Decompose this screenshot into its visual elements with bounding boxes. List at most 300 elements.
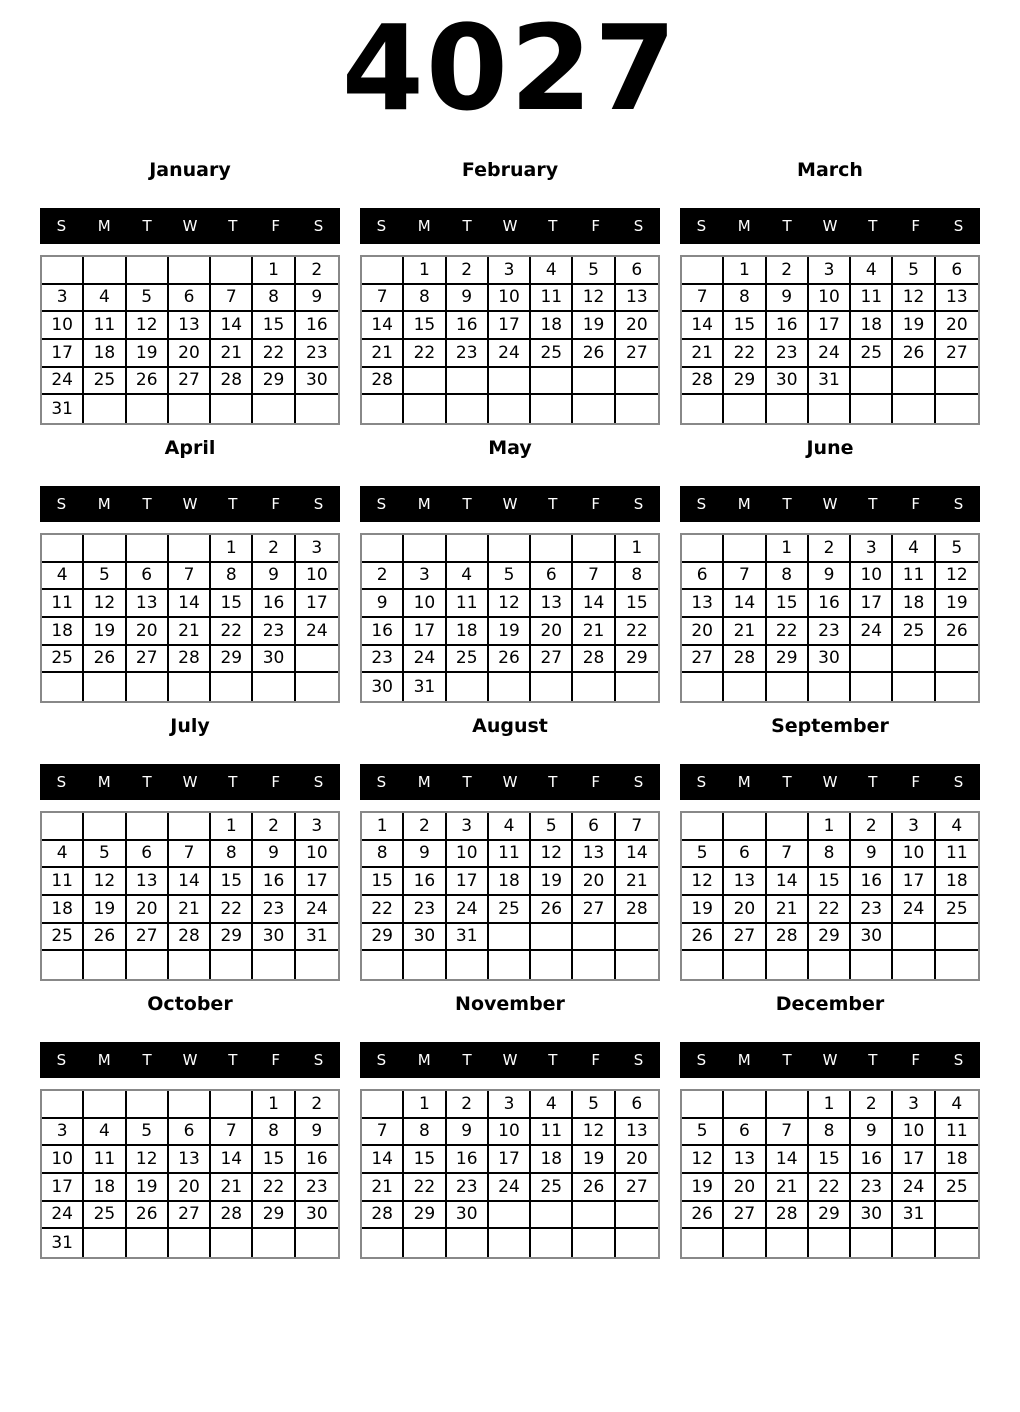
empty-cell (893, 368, 935, 396)
date-cell: 14 (169, 868, 211, 896)
weekday-label: T (142, 217, 152, 235)
weekday-label: S (376, 495, 387, 513)
empty-cell (362, 951, 404, 979)
weekday-label: W (182, 1051, 198, 1069)
empty-cell (84, 673, 126, 701)
date-cell: 16 (404, 868, 446, 896)
weekday-label: S (633, 217, 644, 235)
date-cell: 12 (84, 868, 126, 896)
date-cell: 24 (893, 1174, 935, 1202)
date-cell: 16 (296, 312, 338, 340)
month-title: February (461, 159, 559, 181)
date-cell: 13 (724, 1146, 766, 1174)
weekday-label: T (462, 217, 472, 235)
empty-cell (211, 673, 253, 701)
dates-grid (40, 255, 340, 425)
weekday-label: W (822, 217, 838, 235)
empty-cell (893, 951, 935, 979)
date-cell: 24 (296, 618, 338, 646)
date-cell: 25 (893, 618, 935, 646)
empty-cell (682, 673, 724, 701)
date-cell: 14 (211, 1146, 253, 1174)
date-cell: 27 (724, 1202, 766, 1230)
date-cell: 18 (531, 1146, 573, 1174)
date-cell: 18 (84, 340, 126, 368)
weekday-label: S (313, 1051, 324, 1069)
date-cell: 26 (573, 340, 615, 368)
date-cell: 12 (573, 285, 615, 313)
weekday-label: M (97, 773, 111, 791)
date-cell: 20 (169, 340, 211, 368)
date-cell: 31 (42, 395, 84, 423)
date-cell: 15 (211, 868, 253, 896)
weekday-label: S (376, 1051, 387, 1069)
dates-grid (680, 255, 980, 425)
date-cell: 10 (489, 285, 531, 313)
month-title: August (472, 715, 548, 737)
weekday-label: T (548, 1051, 558, 1069)
date-cell: 12 (682, 1146, 724, 1174)
weekday-label: M (97, 1051, 111, 1069)
date-cell: 29 (809, 924, 851, 952)
date-cell: 30 (447, 1202, 489, 1230)
month-title: April (164, 437, 216, 459)
empty-cell (169, 1229, 211, 1257)
empty-cell (169, 535, 211, 563)
empty-cell (169, 813, 211, 841)
date-cell: 11 (447, 590, 489, 618)
date-cell: 12 (489, 590, 531, 618)
empty-cell (573, 395, 615, 423)
weekday-label: M (737, 495, 751, 513)
date-cell: 17 (42, 1174, 84, 1202)
weekday-header (40, 486, 340, 522)
date-cell: 19 (682, 1174, 724, 1202)
weekday-label: F (271, 217, 281, 235)
empty-cell (682, 1229, 724, 1257)
empty-cell (573, 924, 615, 952)
date-cell: 1 (211, 813, 253, 841)
date-cell: 30 (296, 1202, 338, 1230)
date-cell: 17 (42, 340, 84, 368)
empty-cell (531, 924, 573, 952)
weekday-label: T (548, 495, 558, 513)
empty-cell (42, 535, 84, 563)
month-block-october (40, 990, 340, 1259)
date-cell: 1 (616, 535, 658, 563)
date-cell: 15 (362, 868, 404, 896)
date-cell: 9 (296, 1119, 338, 1147)
date-cell: 16 (767, 312, 809, 340)
weekday-header (680, 208, 980, 244)
empty-cell (893, 395, 935, 423)
empty-cell (767, 673, 809, 701)
date-cell: 2 (296, 1091, 338, 1119)
empty-cell (489, 395, 531, 423)
date-cell: 23 (253, 618, 295, 646)
empty-cell (489, 1229, 531, 1257)
date-cell: 13 (936, 285, 978, 313)
date-cell: 9 (253, 841, 295, 869)
date-cell: 23 (851, 896, 893, 924)
weekday-label: F (271, 1051, 281, 1069)
date-cell: 23 (767, 340, 809, 368)
date-cell: 29 (809, 1202, 851, 1230)
date-cell: 24 (893, 896, 935, 924)
date-cell: 26 (84, 646, 126, 674)
empty-cell (616, 1229, 658, 1257)
date-cell: 15 (767, 590, 809, 618)
months-grid (0, 156, 1020, 1259)
date-cell: 14 (573, 590, 615, 618)
date-cell: 2 (253, 535, 295, 563)
date-cell: 27 (169, 368, 211, 396)
date-cell: 24 (489, 1174, 531, 1202)
empty-cell (42, 257, 84, 285)
date-cell: 26 (682, 1202, 724, 1230)
dates-grid (680, 1089, 980, 1259)
date-cell: 25 (84, 1202, 126, 1230)
empty-cell (84, 395, 126, 423)
date-cell: 7 (211, 1119, 253, 1147)
date-cell: 22 (211, 896, 253, 924)
date-cell: 30 (253, 646, 295, 674)
date-cell: 14 (362, 312, 404, 340)
weekday-label: S (953, 773, 964, 791)
date-cell: 15 (253, 312, 295, 340)
date-cell: 29 (724, 368, 766, 396)
date-cell: 18 (936, 868, 978, 896)
weekday-label: S (376, 217, 387, 235)
month-title: January (149, 159, 231, 181)
empty-cell (936, 395, 978, 423)
date-cell: 10 (447, 841, 489, 869)
weekday-label: S (633, 1051, 644, 1069)
empty-cell (531, 395, 573, 423)
empty-cell (893, 673, 935, 701)
date-cell: 3 (893, 813, 935, 841)
empty-cell (573, 1202, 615, 1230)
date-cell: 11 (42, 590, 84, 618)
month-block-august (360, 712, 660, 981)
date-cell: 24 (447, 896, 489, 924)
date-cell: 12 (531, 841, 573, 869)
date-cell: 3 (447, 813, 489, 841)
weekday-label: F (591, 495, 601, 513)
date-cell: 14 (724, 590, 766, 618)
weekday-label: S (56, 1051, 67, 1069)
date-cell: 5 (682, 841, 724, 869)
weekday-label: W (182, 217, 198, 235)
weekday-label: T (868, 773, 878, 791)
date-cell: 22 (253, 1174, 295, 1202)
date-cell: 17 (447, 868, 489, 896)
weekday-label: W (182, 495, 198, 513)
weekday-label: T (868, 217, 878, 235)
date-cell: 1 (404, 257, 446, 285)
date-cell: 10 (809, 285, 851, 313)
empty-cell (362, 535, 404, 563)
empty-cell (404, 535, 446, 563)
date-cell: 20 (936, 312, 978, 340)
empty-cell (127, 951, 169, 979)
empty-cell (84, 1091, 126, 1119)
date-cell: 19 (489, 618, 531, 646)
empty-cell (682, 813, 724, 841)
empty-cell (84, 1229, 126, 1257)
date-cell: 15 (724, 312, 766, 340)
date-cell: 15 (616, 590, 658, 618)
month-title: December (775, 993, 885, 1015)
date-cell: 18 (893, 590, 935, 618)
date-cell: 28 (169, 646, 211, 674)
date-cell: 5 (127, 285, 169, 313)
date-cell: 28 (211, 1202, 253, 1230)
weekday-header (680, 486, 980, 522)
empty-cell (724, 535, 766, 563)
date-cell: 7 (211, 285, 253, 313)
date-cell: 23 (447, 1174, 489, 1202)
empty-cell (851, 646, 893, 674)
date-cell: 9 (296, 285, 338, 313)
date-cell: 26 (489, 646, 531, 674)
month-title: November (455, 993, 565, 1015)
weekday-label: M (417, 1051, 431, 1069)
date-cell: 9 (767, 285, 809, 313)
date-cell: 31 (404, 673, 446, 701)
date-cell: 26 (573, 1174, 615, 1202)
weekday-label: W (822, 495, 838, 513)
weekday-label: F (591, 217, 601, 235)
date-cell: 16 (447, 1146, 489, 1174)
date-cell: 2 (447, 1091, 489, 1119)
weekday-label: M (417, 495, 431, 513)
weekday-label: F (911, 217, 921, 235)
date-cell: 26 (531, 896, 573, 924)
date-cell: 22 (253, 340, 295, 368)
month-title: March (797, 159, 863, 181)
date-cell: 30 (851, 1202, 893, 1230)
empty-cell (936, 673, 978, 701)
weekday-label: T (782, 773, 792, 791)
empty-cell (169, 951, 211, 979)
empty-cell (851, 951, 893, 979)
date-cell: 2 (851, 1091, 893, 1119)
month-title: September (771, 715, 889, 737)
date-cell: 15 (809, 1146, 851, 1174)
date-cell: 27 (936, 340, 978, 368)
date-cell: 4 (531, 1091, 573, 1119)
date-cell: 16 (851, 868, 893, 896)
date-cell: 30 (362, 673, 404, 701)
date-cell: 2 (767, 257, 809, 285)
date-cell: 25 (531, 340, 573, 368)
date-cell: 9 (253, 563, 295, 591)
empty-cell (489, 924, 531, 952)
date-cell: 11 (851, 285, 893, 313)
empty-cell (573, 368, 615, 396)
date-cell: 18 (42, 618, 84, 646)
weekday-label: T (228, 495, 238, 513)
date-cell: 24 (809, 340, 851, 368)
date-cell: 22 (809, 896, 851, 924)
dates-grid (360, 811, 660, 981)
date-cell: 21 (724, 618, 766, 646)
empty-cell (296, 395, 338, 423)
date-cell: 27 (616, 340, 658, 368)
date-cell: 27 (616, 1174, 658, 1202)
empty-cell (809, 951, 851, 979)
date-cell: 29 (253, 368, 295, 396)
date-cell: 7 (169, 563, 211, 591)
date-cell: 3 (489, 257, 531, 285)
date-cell: 21 (682, 340, 724, 368)
weekday-header (680, 764, 980, 800)
date-cell: 28 (682, 368, 724, 396)
date-cell: 21 (362, 340, 404, 368)
date-cell: 17 (296, 590, 338, 618)
date-cell: 3 (404, 563, 446, 591)
date-cell: 21 (211, 340, 253, 368)
month-block-february (360, 156, 660, 425)
weekday-label: W (822, 773, 838, 791)
weekday-label: S (953, 1051, 964, 1069)
empty-cell (362, 395, 404, 423)
date-cell: 5 (893, 257, 935, 285)
weekday-label: S (633, 773, 644, 791)
empty-cell (682, 1091, 724, 1119)
date-cell: 5 (682, 1119, 724, 1147)
weekday-label: S (56, 217, 67, 235)
date-cell: 11 (936, 841, 978, 869)
date-cell: 2 (404, 813, 446, 841)
dates-grid (360, 533, 660, 703)
date-cell: 24 (296, 896, 338, 924)
date-cell: 24 (489, 340, 531, 368)
weekday-label: T (548, 217, 558, 235)
empty-cell (531, 368, 573, 396)
empty-cell (362, 257, 404, 285)
date-cell: 22 (362, 896, 404, 924)
weekday-label: M (417, 773, 431, 791)
empty-cell (447, 395, 489, 423)
date-cell: 3 (296, 535, 338, 563)
empty-cell (169, 257, 211, 285)
date-cell: 28 (573, 646, 615, 674)
weekday-label: T (782, 1051, 792, 1069)
empty-cell (682, 395, 724, 423)
date-cell: 30 (767, 368, 809, 396)
date-cell: 4 (42, 563, 84, 591)
month-block-march (680, 156, 980, 425)
date-cell: 4 (893, 535, 935, 563)
date-cell: 20 (724, 1174, 766, 1202)
empty-cell (489, 951, 531, 979)
date-cell: 7 (616, 813, 658, 841)
month-block-july (40, 712, 340, 981)
date-cell: 17 (893, 868, 935, 896)
date-cell: 11 (84, 1146, 126, 1174)
date-cell: 6 (724, 841, 766, 869)
empty-cell (211, 257, 253, 285)
date-cell: 28 (616, 896, 658, 924)
weekday-label: T (782, 495, 792, 513)
date-cell: 13 (724, 868, 766, 896)
dates-grid (680, 533, 980, 703)
empty-cell (296, 646, 338, 674)
date-cell: 26 (127, 1202, 169, 1230)
date-cell: 8 (404, 1119, 446, 1147)
date-cell: 8 (809, 841, 851, 869)
weekday-label: T (462, 773, 472, 791)
date-cell: 13 (682, 590, 724, 618)
date-cell: 30 (253, 924, 295, 952)
date-cell: 24 (404, 646, 446, 674)
date-cell: 10 (296, 841, 338, 869)
date-cell: 8 (253, 1119, 295, 1147)
weekday-header (40, 764, 340, 800)
date-cell: 30 (404, 924, 446, 952)
empty-cell (724, 395, 766, 423)
weekday-label: S (953, 217, 964, 235)
date-cell: 19 (893, 312, 935, 340)
date-cell: 27 (682, 646, 724, 674)
empty-cell (404, 368, 446, 396)
empty-cell (531, 1202, 573, 1230)
weekday-label: T (868, 1051, 878, 1069)
date-cell: 6 (616, 257, 658, 285)
date-cell: 21 (362, 1174, 404, 1202)
date-cell: 19 (573, 1146, 615, 1174)
date-cell: 10 (404, 590, 446, 618)
weekday-label: T (228, 217, 238, 235)
empty-cell (253, 1229, 295, 1257)
weekday-label: T (228, 1051, 238, 1069)
date-cell: 17 (296, 868, 338, 896)
weekday-label: T (548, 773, 558, 791)
date-cell: 7 (767, 841, 809, 869)
empty-cell (767, 813, 809, 841)
month-title: June (806, 437, 854, 459)
date-cell: 26 (893, 340, 935, 368)
date-cell: 4 (84, 1119, 126, 1147)
date-cell: 4 (851, 257, 893, 285)
empty-cell (42, 673, 84, 701)
date-cell: 6 (169, 285, 211, 313)
date-cell: 27 (724, 924, 766, 952)
date-cell: 12 (573, 1119, 615, 1147)
date-cell: 21 (169, 896, 211, 924)
date-cell: 21 (573, 618, 615, 646)
date-cell: 17 (489, 1146, 531, 1174)
date-cell: 23 (362, 646, 404, 674)
date-cell: 6 (573, 813, 615, 841)
date-cell: 23 (851, 1174, 893, 1202)
date-cell: 19 (531, 868, 573, 896)
date-cell: 4 (489, 813, 531, 841)
empty-cell (724, 951, 766, 979)
weekday-label: W (502, 1051, 518, 1069)
weekday-label: S (696, 1051, 707, 1069)
date-cell: 26 (682, 924, 724, 952)
empty-cell (296, 1229, 338, 1257)
weekday-label: T (868, 495, 878, 513)
date-cell: 29 (362, 924, 404, 952)
date-cell: 19 (84, 618, 126, 646)
weekday-label: S (313, 495, 324, 513)
date-cell: 8 (253, 285, 295, 313)
date-cell: 1 (767, 535, 809, 563)
